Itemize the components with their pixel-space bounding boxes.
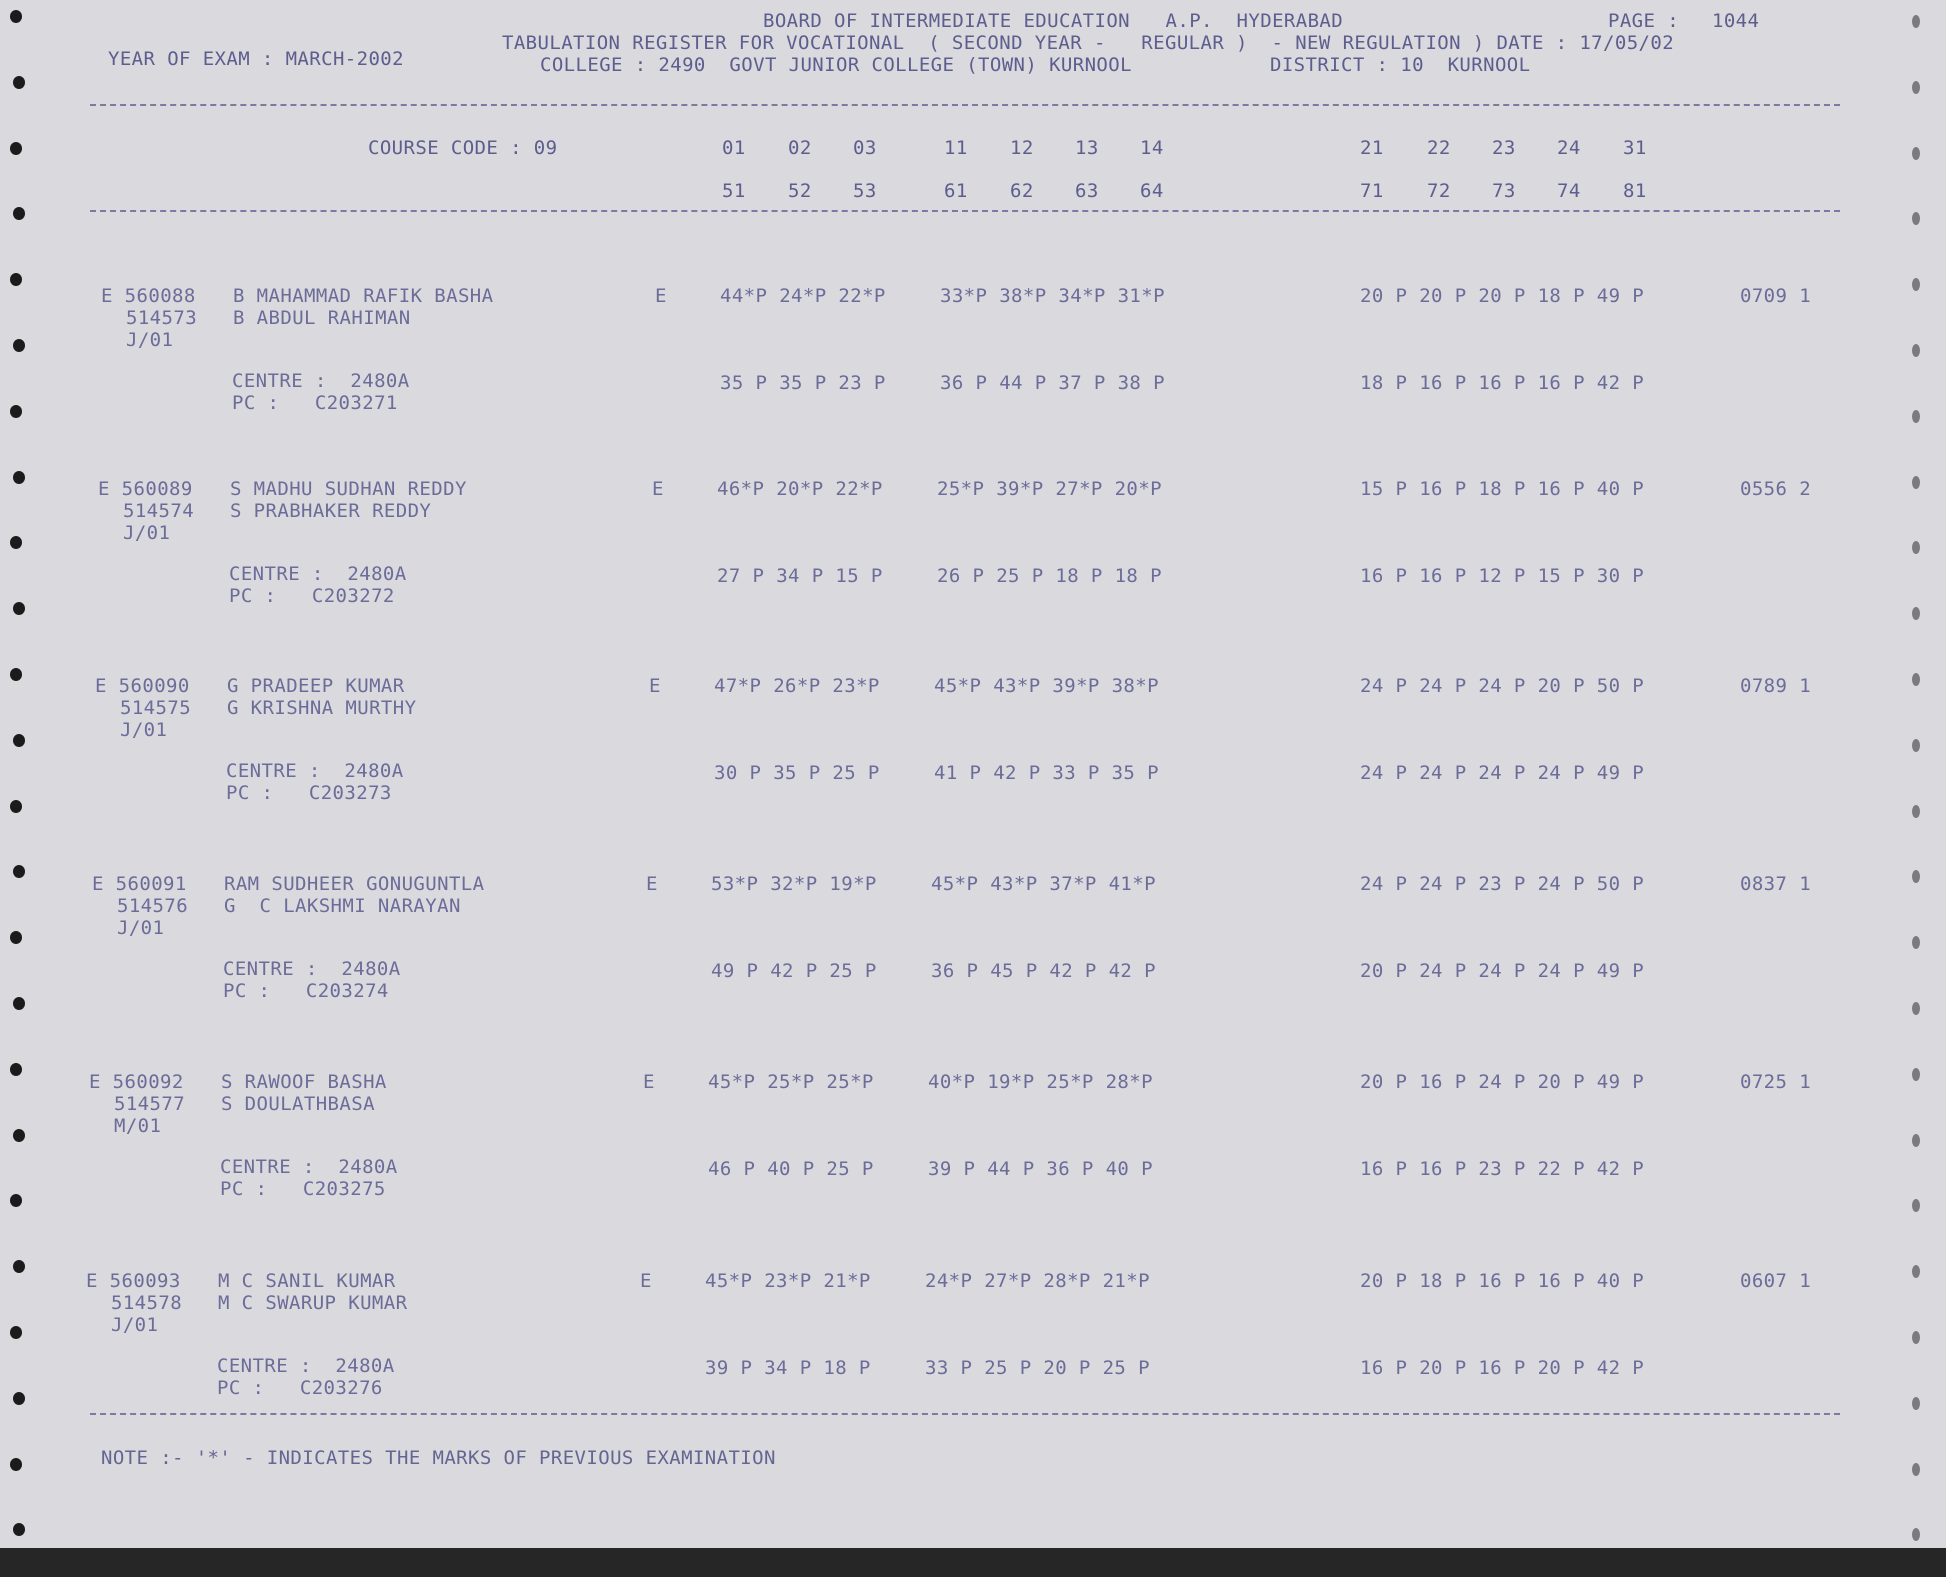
feed-hole [10,931,22,944]
marks-part-b-group1: 27 P 34 P 15 P [717,565,883,587]
parent-name: G C LAKSHMI NARAYAN [224,895,461,917]
column-code: 11 [944,137,968,159]
hall-ticket-number: E 560088 [101,285,196,307]
marks-part-a-group1: 44*P 24*P 22*P [720,285,886,307]
feed-hole [1912,212,1920,225]
centre-code: CENTRE : 2480A [220,1156,398,1178]
parent-name: S PRABHAKER REDDY [230,500,432,522]
rule-bottom [90,1413,1840,1415]
group-code: J/01 [117,917,165,939]
pc-code: PC : C203275 [220,1178,386,1200]
rule-header-bottom [90,210,1840,212]
column-code: 63 [1075,180,1099,202]
rule-top [90,104,1840,106]
feed-hole [1912,673,1920,686]
district-line: DISTRICT : 10 KURNOOL [1270,54,1531,76]
marks-part-a-group1: 53*P 32*P 19*P [711,873,877,895]
centre-code: CENTRE : 2480A [232,370,410,392]
column-code: 71 [1360,180,1384,202]
marks-part-a-group1: 45*P 23*P 21*P [705,1270,871,1292]
medium: E [655,285,667,307]
column-code: 22 [1427,137,1451,159]
roll-number: 514577 [114,1093,186,1115]
total-and-result: 0607 1 [1740,1270,1812,1292]
column-code: 61 [944,180,968,202]
feed-hole [13,1523,25,1536]
feed-hole [1912,1002,1920,1015]
feed-hole [1912,739,1920,752]
background-strip [0,1548,1946,1577]
feed-hole [13,734,25,747]
marks-part-a-group3: 24 P 24 P 23 P 24 P 50 P [1360,873,1645,895]
pc-code: PC : C203276 [217,1377,383,1399]
feed-hole [1912,1134,1920,1147]
roll-number: 514574 [123,500,195,522]
feed-hole [13,76,25,89]
footnote: NOTE :- '*' - INDICATES THE MARKS OF PREVIOUS EXAMINATION [101,1447,776,1469]
column-code: 03 [853,137,877,159]
marks-part-b-group3: 24 P 24 P 24 P 24 P 49 P [1360,762,1645,784]
marks-part-b-group1: 39 P 34 P 18 P [705,1357,871,1379]
feed-hole [1912,870,1920,883]
parent-name: B ABDUL RAHIMAN [233,307,411,329]
feed-hole [10,405,22,418]
column-code: 62 [1010,180,1034,202]
marks-part-a-group1: 47*P 26*P 23*P [714,675,880,697]
pc-code: PC : C203271 [232,392,398,414]
marks-part-b-group1: 46 P 40 P 25 P [708,1158,874,1180]
column-code: 64 [1140,180,1164,202]
hall-ticket-number: E 560093 [86,1270,181,1292]
total-and-result: 0789 1 [1740,675,1812,697]
group-code: J/01 [120,719,168,741]
column-code: 51 [722,180,746,202]
feed-hole [1912,147,1920,160]
feed-hole [13,865,25,878]
roll-number: 514573 [126,307,198,329]
medium: E [643,1071,655,1093]
tractor-feed-holes-right [1912,0,1942,1548]
marks-part-a-group1: 45*P 25*P 25*P [708,1071,874,1093]
medium: E [640,1270,652,1292]
marks-part-b-group3: 16 P 16 P 23 P 22 P 42 P [1360,1158,1645,1180]
feed-hole [1912,805,1920,818]
marks-part-b-group2: 41 P 42 P 33 P 35 P [934,762,1159,784]
marks-part-b-group2: 36 P 44 P 37 P 38 P [940,372,1165,394]
feed-hole [1912,1068,1920,1081]
feed-hole [1912,1331,1920,1344]
feed-hole [1912,1397,1920,1410]
marks-part-b-group1: 30 P 35 P 25 P [714,762,880,784]
roll-number: 514575 [120,697,192,719]
marks-part-b-group1: 35 P 35 P 23 P [720,372,886,394]
marks-part-a-group2: 25*P 39*P 27*P 20*P [937,478,1162,500]
feed-hole [1912,1528,1920,1541]
parent-name: G KRISHNA MURTHY [227,697,417,719]
total-and-result: 0725 1 [1740,1071,1812,1093]
page-number: 1044 [1712,10,1760,32]
column-code: 24 [1557,137,1581,159]
marks-part-a-group3: 20 P 16 P 24 P 20 P 49 P [1360,1071,1645,1093]
feed-hole [1912,1265,1920,1278]
marks-part-b-group2: 39 P 44 P 36 P 40 P [928,1158,1153,1180]
roll-number: 514576 [117,895,189,917]
feed-hole [10,536,22,549]
feed-hole [13,1129,25,1142]
parent-name: M C SWARUP KUMAR [218,1292,408,1314]
pc-code: PC : C203272 [229,585,395,607]
medium: E [652,478,664,500]
marks-part-a-group2: 40*P 19*P 25*P 28*P [928,1071,1153,1093]
feed-hole [1912,410,1920,423]
feed-hole [10,1063,22,1076]
feed-hole [1912,476,1920,489]
student-name: S RAWOOF BASHA [221,1071,387,1093]
feed-hole [1912,81,1920,94]
marks-part-a-group3: 24 P 24 P 24 P 20 P 50 P [1360,675,1645,697]
feed-hole [10,668,22,681]
group-code: M/01 [114,1115,162,1137]
roll-number: 514578 [111,1292,183,1314]
marks-part-a-group3: 20 P 18 P 16 P 16 P 40 P [1360,1270,1645,1292]
medium: E [646,873,658,895]
feed-hole [10,800,22,813]
column-code: 13 [1075,137,1099,159]
student-name: M C SANIL KUMAR [218,1270,396,1292]
column-code: 01 [722,137,746,159]
feed-hole [10,142,22,155]
feed-hole [13,602,25,615]
board-title: BOARD OF INTERMEDIATE EDUCATION A.P. HYDERABAD [763,10,1344,32]
hall-ticket-number: E 560089 [98,478,193,500]
pc-code: PC : C203274 [223,980,389,1002]
marks-part-a-group2: 45*P 43*P 37*P 41*P [931,873,1156,895]
student-name: B MAHAMMAD RAFIK BASHA [233,285,494,307]
marks-part-a-group3: 15 P 16 P 18 P 16 P 40 P [1360,478,1645,500]
feed-hole [13,1260,25,1273]
feed-hole [1912,936,1920,949]
feed-hole [1912,1199,1920,1212]
course-code: COURSE CODE : 09 [368,137,558,159]
marks-part-b-group3: 16 P 16 P 12 P 15 P 30 P [1360,565,1645,587]
centre-code: CENTRE : 2480A [217,1355,395,1377]
feed-hole [10,1326,22,1339]
feed-hole [1912,1463,1920,1476]
total-and-result: 0556 2 [1740,478,1812,500]
marks-part-b-group2: 26 P 25 P 18 P 18 P [937,565,1162,587]
marks-part-b-group3: 16 P 20 P 16 P 20 P 42 P [1360,1357,1645,1379]
marks-part-b-group2: 33 P 25 P 20 P 25 P [925,1357,1150,1379]
centre-code: CENTRE : 2480A [229,563,407,585]
group-code: J/01 [126,329,174,351]
feed-hole [1912,15,1920,28]
feed-hole [13,997,25,1010]
feed-hole [13,471,25,484]
student-name: S MADHU SUDHAN REDDY [230,478,467,500]
feed-hole [13,207,25,220]
centre-code: CENTRE : 2480A [226,760,404,782]
feed-hole [10,1194,22,1207]
register-title: TABULATION REGISTER FOR VOCATIONAL ( SECOND YEAR - REGULAR ) - NEW REGULATION ) DATE : 17/05/02 [502,32,1675,54]
medium: E [649,675,661,697]
column-code: 14 [1140,137,1164,159]
column-code: 23 [1492,137,1516,159]
total-and-result: 0837 1 [1740,873,1812,895]
feed-hole [1912,607,1920,620]
feed-hole [1912,541,1920,554]
student-name: RAM SUDHEER GONUGUNTLA [224,873,485,895]
column-code: 81 [1623,180,1647,202]
column-code: 31 [1623,137,1647,159]
total-and-result: 0709 1 [1740,285,1812,307]
feed-hole [1912,278,1920,291]
column-code: 73 [1492,180,1516,202]
feed-hole [1912,344,1920,357]
marks-part-a-group1: 46*P 20*P 22*P [717,478,883,500]
column-code: 52 [788,180,812,202]
hall-ticket-number: E 560090 [95,675,190,697]
feed-hole [10,10,22,23]
year-of-exam: YEAR OF EXAM : MARCH-2002 [108,48,404,70]
column-code: 12 [1010,137,1034,159]
marks-part-b-group3: 18 P 16 P 16 P 16 P 42 P [1360,372,1645,394]
feed-hole [13,339,25,352]
column-code: 72 [1427,180,1451,202]
marks-part-b-group2: 36 P 45 P 42 P 42 P [931,960,1156,982]
tractor-feed-holes-left [10,0,40,1548]
marks-part-a-group2: 24*P 27*P 28*P 21*P [925,1270,1150,1292]
pc-code: PC : C203273 [226,782,392,804]
hall-ticket-number: E 560091 [92,873,187,895]
parent-name: S DOULATHBASA [221,1093,375,1115]
student-name: G PRADEEP KUMAR [227,675,405,697]
marks-part-a-group3: 20 P 20 P 20 P 18 P 49 P [1360,285,1645,307]
group-code: J/01 [111,1314,159,1336]
college-line: COLLEGE : 2490 GOVT JUNIOR COLLEGE (TOWN) KURNOOL [540,54,1132,76]
column-code: 02 [788,137,812,159]
column-code: 53 [853,180,877,202]
feed-hole [10,273,22,286]
marks-part-b-group3: 20 P 24 P 24 P 24 P 49 P [1360,960,1645,982]
feed-hole [10,1458,22,1471]
feed-hole [13,1392,25,1405]
column-code: 74 [1557,180,1581,202]
marks-part-a-group2: 33*P 38*P 34*P 31*P [940,285,1165,307]
marks-part-b-group1: 49 P 42 P 25 P [711,960,877,982]
page-label: PAGE : [1608,10,1680,32]
centre-code: CENTRE : 2480A [223,958,401,980]
marks-part-a-group2: 45*P 43*P 39*P 38*P [934,675,1159,697]
hall-ticket-number: E 560092 [89,1071,184,1093]
group-code: J/01 [123,522,171,544]
column-code: 21 [1360,137,1384,159]
